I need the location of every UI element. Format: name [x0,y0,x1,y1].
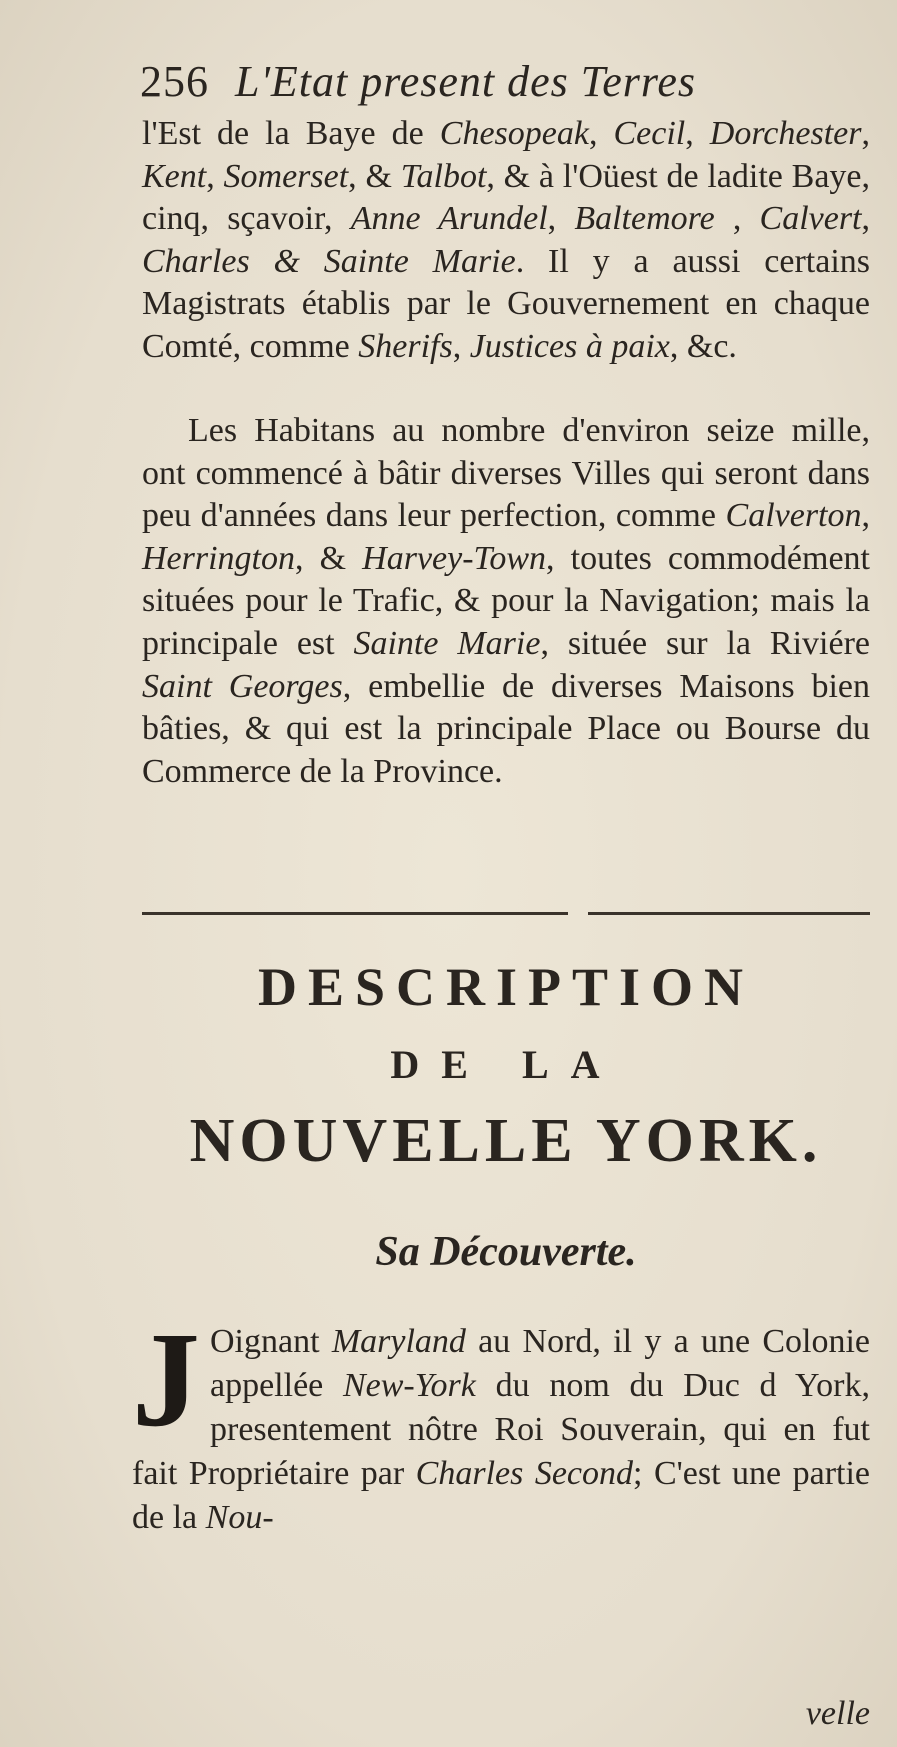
page-number: 256 [140,57,209,106]
section-rule-right [588,912,870,915]
section-rule-left [142,912,568,915]
running-title: L'Etat present des Terres [235,57,696,106]
drop-cap: J [132,1305,200,1455]
paragraph-counties: l'Est de la Baye de Chesopeak, Cecil, Dorchester, Kent, Somerset, & Talbot, & à l'Oüest de ladite Baye, cinq, sçavoir, Anne Arundel, Baltemore , Calvert, Charles & Sainte Marie. Il y a aussi certains Magistrats établis par le Gouvernement en chaque Comté, comme Sherifs, Justices à paix, &c. [142,115,871,365]
chapter-title-line1: DESCRIPTION [257,957,755,1017]
page-header [140,52,780,112]
paragraph-new-york: J Oignant Maryland au Nord, il y a une Colonie appellée New-York du nom du Duc d York, presentement nôtre Roi Souverain, qui en fut fait Propriétaire par Charles Second; C'est une partie de la Nou- [132,1305,870,1536]
paragraph-inhabitants: Les Habitans au nombre d'environ seize mille, ont commencé à bâtir diverses Villes qui seront dans peu d'années dans leur perfection, comme Calverton, Herrington, & Harvey-Town, toutes commodément situées pour le Trafic, & pour la Navigation; mais la principale est Sainte Marie, située sur la Riviére Saint Georges, embellie de diverses Maisons bien bâties, & qui est la principale Place ou Bourse du Commerce de la Province. [142,412,870,790]
catchword: velle [805,1695,870,1732]
chapter-title-line3: NOUVELLE YORK. [189,1107,823,1175]
section-heading: Sa Découverte. [375,1229,637,1275]
chapter-title-line2: DE LA [390,1042,622,1087]
